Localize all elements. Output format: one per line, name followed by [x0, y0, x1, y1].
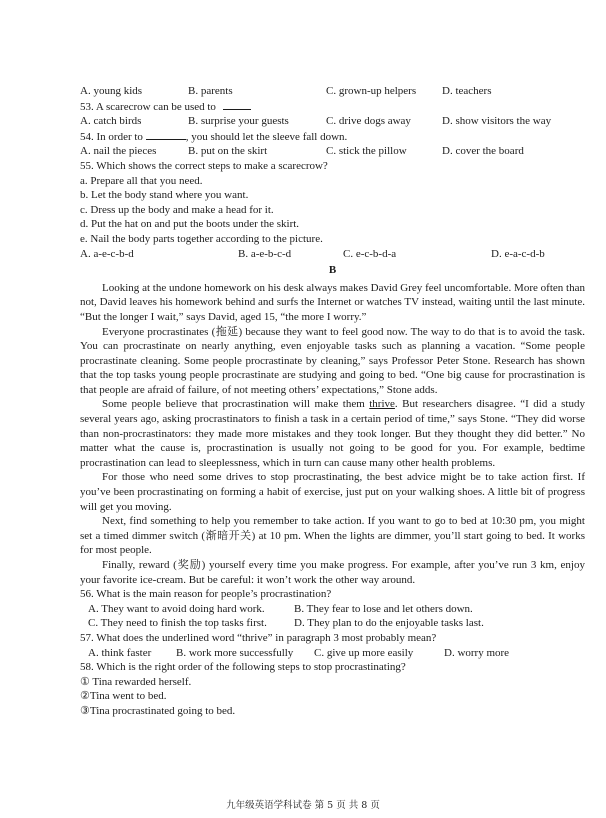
q54-blank — [146, 129, 186, 140]
exam-page — [80, 84, 585, 719]
q54-options — [80, 144, 585, 159]
q58-step-1: ① Tina rewarded herself. — [80, 675, 192, 688]
passage-paragraph-3 — [80, 397, 585, 470]
q53-stem — [80, 99, 585, 115]
passage-paragraph-4: For those who need some drives to stop procrastinating, the best advice might be to take action first. If you’ve been procrastinating on forming a habit of exercise, just put on your walking shoes. A little bit of progress will get you moving. — [80, 471, 585, 513]
page-footer: 九年级英语学科试卷 第 5 页 共 8 页 — [226, 800, 380, 811]
option-d: D. show visitors the way — [442, 115, 552, 128]
option-c: C. They need to finish the top tasks first. — [88, 617, 267, 630]
passage-paragraph-2: Everyone procrastinates (拖延) because they want to feel good now. The way to do that is to avoid the task. You can procrastinate on nearly anything, even enjoyable tasks such as planning a vacation. “Some people procrastinate cleaning. Some people procrastinate by cleaning,” says Professor Peter Stone. Research has shown that the top tasks young people procrastinate are studying and going to bed. “One big cause for procrastination is that people are afraid of failure, of not meeting others’ expectations,” Stone adds. — [80, 325, 585, 396]
q58-stem: 58. Which is the right order of the following steps to stop procrastinating? — [80, 661, 406, 674]
section-heading: B — [328, 264, 337, 277]
q53-blank — [223, 99, 251, 110]
q56-stem: 56. What is the main reason for people’s procrastination? — [80, 588, 332, 601]
passage-paragraph-1: Looking at the undone homework on his desk always makes David Grey feel uncomfortable. More often than not, David leaves his homework behind and surfs the Internet or watches TV instead, waiting until the last minute. “But the longer I wait,” says David, aged 15, “the more I worry.” — [80, 281, 585, 323]
option-c: C. give up more easily — [314, 646, 414, 659]
q55-step-c: c. Dress up the body and make a head for it. — [80, 203, 274, 216]
option-d: D. e-a-c-d-b — [491, 247, 545, 260]
q56-options-ab — [80, 602, 585, 617]
q55-step-b: b. Let the body stand where you want. — [80, 189, 249, 202]
option-a: A. catch birds — [80, 115, 142, 128]
q55-step-a: a. Prepare all that you need. — [80, 174, 203, 187]
option-d: D. They plan to do the enjoyable tasks last. — [294, 617, 484, 630]
q55-options — [80, 247, 585, 262]
q58-step-3: ③Tina procrastinated going to bed. — [80, 704, 236, 717]
q53-options — [80, 114, 585, 129]
option-b: B. put on the skirt — [188, 145, 268, 158]
option-a: A. young kids — [80, 85, 143, 97]
q57-stem: 57. What does the underlined word “thrive” in paragraph 3 most probably mean? — [80, 631, 437, 644]
option-c: C. stick the pillow — [326, 145, 407, 158]
q54-stem — [80, 129, 585, 145]
q58-step-2: ②Tina went to bed. — [80, 690, 167, 703]
q55-step-d: d. Put the hat on and put the boots under the skirt. — [80, 218, 300, 231]
option-c: C. drive dogs away — [326, 115, 411, 128]
option-c: C. e-c-b-d-a — [343, 247, 397, 260]
q54-stem-a: 54. In order to — [80, 130, 143, 143]
q55-step-e: e. Nail the body parts together according to the picture. — [80, 232, 323, 245]
option-b: B. a-e-b-c-d — [238, 247, 292, 260]
option-a: A. think faster — [88, 646, 152, 659]
q52-options — [80, 84, 585, 99]
option-b: B. parents — [188, 85, 233, 97]
option-b: B. work more successfully — [176, 646, 294, 659]
q57-options — [80, 646, 585, 661]
q54-stem-b: , you should let the sleeve fall down. — [185, 130, 348, 143]
q53-stem-text: 53. A scarecrow can be used to — [80, 100, 216, 113]
option-a: A. They want to avoid doing hard work. — [88, 602, 265, 615]
passage-paragraph-6: Finally, reward (奖励) yourself every time you make progress. For example, after you’ve run 3 km, enjoy your favorite ice-cream. But be careful: it won’t work the other way around. — [80, 559, 585, 586]
underlined-word-thrive: thrive — [369, 398, 395, 411]
option-a: A. nail the pieces — [80, 145, 157, 158]
option-b: B. They fear to lose and let others down. — [294, 602, 473, 615]
option-d: D. teachers — [442, 85, 492, 97]
paragraph-3-start: Some people believe that procrastination will make them — [102, 398, 370, 411]
passage-paragraph-5: Next, find something to help you remember to take action. If you want to go to bed at 10:30 pm, you might set a timed dimmer switch (渐暗开关) at 10 pm. When the lights are dimmer, you’ll start going to bed. It works for most people. — [80, 515, 585, 557]
option-c: C. grown-up helpers — [326, 85, 417, 97]
paragraph-3-rest: . But researchers disagree. “I did a study several years ago, asking procrastinators to finish a task in a certain period of time,” says Stone. “They did worse than non-procrastinators: they made more mistakes and they took longer. But they thought they did better.” No matter what the cause is, procrastination is usually not going to be good for you. For example, bedtime procrastination can lead to sleeplessness, which in turn can cause many other health problems. — [80, 398, 585, 469]
q55-stem: 55. Which shows the correct steps to make a scarecrow? — [80, 159, 328, 172]
option-b: B. surprise your guests — [188, 115, 289, 128]
q56-options-cd — [80, 616, 585, 631]
option-d: D. cover the board — [442, 145, 524, 158]
option-d: D. worry more — [444, 646, 510, 659]
option-a: A. a-e-c-b-d — [80, 247, 134, 260]
